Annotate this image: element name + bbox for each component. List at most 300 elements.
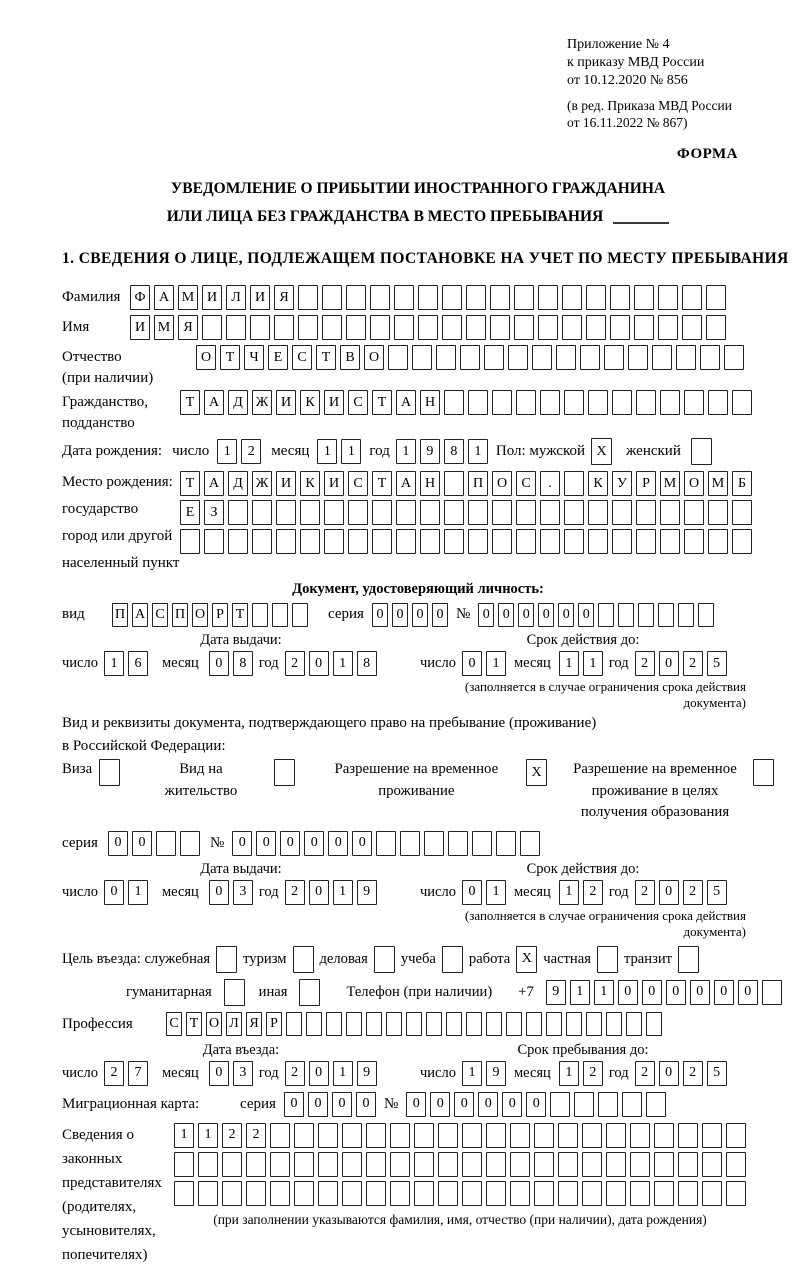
char-cell[interactable] — [386, 1012, 402, 1036]
char-cell[interactable] — [516, 500, 536, 525]
char-cell[interactable] — [598, 1092, 618, 1117]
char-cell[interactable]: 2 — [683, 651, 703, 676]
char-cell[interactable]: Н — [420, 471, 440, 496]
char-cell[interactable] — [466, 285, 486, 310]
char-cell[interactable] — [510, 1123, 530, 1148]
purpose-service-checkbox[interactable] — [216, 946, 237, 973]
char-cell[interactable] — [556, 345, 576, 370]
char-cell[interactable]: И — [250, 285, 270, 310]
char-cell[interactable]: Н — [420, 390, 440, 415]
char-cell[interactable] — [612, 500, 632, 525]
char-cell[interactable] — [294, 1181, 314, 1206]
char-cell[interactable] — [586, 315, 606, 340]
identity-kind-cells[interactable] — [112, 603, 308, 627]
char-cell[interactable] — [216, 946, 237, 973]
char-cell[interactable]: Т — [372, 471, 392, 496]
char-cell[interactable] — [508, 345, 528, 370]
char-cell[interactable] — [396, 529, 416, 554]
char-cell[interactable] — [462, 1152, 482, 1177]
char-cell[interactable] — [540, 390, 560, 415]
char-cell[interactable]: О — [206, 1012, 222, 1036]
char-cell[interactable] — [348, 500, 368, 525]
entry-day-cells[interactable] — [104, 1061, 148, 1086]
char-cell[interactable] — [684, 529, 704, 554]
char-cell[interactable]: 2 — [683, 1061, 703, 1086]
char-cell[interactable] — [586, 285, 606, 310]
char-cell[interactable] — [646, 1092, 666, 1117]
char-cell[interactable] — [342, 1123, 362, 1148]
char-cell[interactable] — [610, 315, 630, 340]
char-cell[interactable]: 0 — [659, 1061, 679, 1086]
char-cell[interactable] — [676, 345, 696, 370]
char-cell[interactable]: 0 — [659, 651, 679, 676]
char-cell[interactable] — [274, 315, 294, 340]
char-cell[interactable] — [514, 315, 534, 340]
identity-issue-day-cells[interactable] — [104, 651, 148, 676]
purpose-tourism-checkbox[interactable] — [293, 946, 314, 973]
char-cell[interactable] — [228, 529, 248, 554]
char-cell[interactable]: А — [132, 603, 148, 627]
char-cell[interactable] — [366, 1152, 386, 1177]
char-cell[interactable]: 0 — [132, 831, 152, 856]
purpose-humanitarian-checkbox[interactable] — [224, 979, 245, 1006]
char-cell[interactable] — [534, 1181, 554, 1206]
char-cell[interactable] — [626, 1012, 642, 1036]
char-cell[interactable]: И — [202, 285, 222, 310]
identity-expiry-month-cells[interactable] — [559, 651, 603, 676]
char-cell[interactable] — [646, 1012, 662, 1036]
char-cell[interactable]: 1 — [104, 651, 124, 676]
char-cell[interactable]: М — [154, 315, 174, 340]
char-cell[interactable] — [654, 1123, 674, 1148]
residence-expiry-month-cells[interactable] — [559, 880, 603, 905]
birth-place-row1-cells[interactable] — [180, 471, 752, 496]
char-cell[interactable]: 8 — [233, 651, 253, 676]
purpose-study-checkbox[interactable] — [442, 946, 463, 973]
char-cell[interactable]: 3 — [233, 1061, 253, 1086]
char-cell[interactable]: 0 — [659, 880, 679, 905]
temp-residence-edu-checkbox[interactable] — [753, 759, 774, 786]
char-cell[interactable]: О — [684, 471, 704, 496]
char-cell[interactable] — [540, 529, 560, 554]
char-cell[interactable] — [700, 345, 720, 370]
char-cell[interactable] — [726, 1152, 746, 1177]
char-cell[interactable] — [324, 500, 344, 525]
char-cell[interactable] — [468, 529, 488, 554]
char-cell[interactable] — [326, 1012, 342, 1036]
char-cell[interactable]: 0 — [526, 1092, 546, 1117]
char-cell[interactable]: Т — [186, 1012, 202, 1036]
char-cell[interactable] — [180, 529, 200, 554]
char-cell[interactable]: О — [364, 345, 384, 370]
char-cell[interactable]: И — [130, 315, 150, 340]
char-cell[interactable] — [414, 1181, 434, 1206]
char-cell[interactable] — [606, 1012, 622, 1036]
char-cell[interactable]: Т — [180, 390, 200, 415]
char-cell[interactable]: 0 — [284, 1092, 304, 1117]
char-cell[interactable]: 0 — [538, 603, 554, 627]
char-cell[interactable]: О — [196, 345, 216, 370]
char-cell[interactable] — [276, 500, 296, 525]
char-cell[interactable]: 0 — [430, 1092, 450, 1117]
char-cell[interactable]: 1 — [594, 980, 614, 1005]
char-cell[interactable]: 1 — [486, 880, 506, 905]
char-cell[interactable]: 1 — [333, 880, 353, 905]
char-cell[interactable] — [366, 1012, 382, 1036]
char-cell[interactable] — [490, 315, 510, 340]
char-cell[interactable] — [444, 529, 464, 554]
char-cell[interactable] — [582, 1152, 602, 1177]
char-cell[interactable] — [534, 1152, 554, 1177]
char-cell[interactable] — [684, 500, 704, 525]
phone-cells[interactable] — [546, 980, 782, 1005]
char-cell[interactable] — [400, 831, 420, 856]
char-cell[interactable] — [684, 390, 704, 415]
char-cell[interactable] — [702, 1181, 722, 1206]
char-cell[interactable]: К — [588, 471, 608, 496]
char-cell[interactable] — [414, 1123, 434, 1148]
char-cell[interactable]: 0 — [558, 603, 574, 627]
name-cells[interactable] — [130, 315, 726, 340]
char-cell[interactable]: А — [204, 471, 224, 496]
char-cell[interactable]: 0 — [462, 880, 482, 905]
char-cell[interactable] — [370, 315, 390, 340]
char-cell[interactable] — [486, 1152, 506, 1177]
char-cell[interactable] — [606, 1123, 626, 1148]
char-cell[interactable] — [390, 1123, 410, 1148]
char-cell[interactable] — [370, 285, 390, 310]
char-cell[interactable] — [442, 285, 462, 310]
char-cell[interactable] — [198, 1152, 218, 1177]
char-cell[interactable] — [658, 315, 678, 340]
char-cell[interactable]: Ж — [252, 390, 272, 415]
char-cell[interactable]: Д — [228, 471, 248, 496]
char-cell[interactable] — [702, 1123, 722, 1148]
char-cell[interactable] — [252, 500, 272, 525]
char-cell[interactable] — [753, 759, 774, 786]
char-cell[interactable] — [654, 1181, 674, 1206]
char-cell[interactable] — [468, 500, 488, 525]
char-cell[interactable] — [224, 979, 245, 1006]
char-cell[interactable] — [708, 500, 728, 525]
char-cell[interactable] — [516, 529, 536, 554]
char-cell[interactable] — [622, 1092, 642, 1117]
char-cell[interactable] — [376, 831, 396, 856]
gender-female-checkbox[interactable] — [691, 438, 712, 465]
char-cell[interactable] — [202, 315, 222, 340]
char-cell[interactable] — [708, 390, 728, 415]
char-cell[interactable]: С — [152, 603, 168, 627]
char-cell[interactable] — [586, 1012, 602, 1036]
char-cell[interactable] — [442, 315, 462, 340]
char-cell[interactable]: 2 — [285, 651, 305, 676]
legal-row1-cells[interactable] — [174, 1123, 746, 1148]
char-cell[interactable] — [466, 315, 486, 340]
char-cell[interactable]: 0 — [502, 1092, 522, 1117]
char-cell[interactable] — [484, 345, 504, 370]
char-cell[interactable]: С — [348, 471, 368, 496]
char-cell[interactable] — [306, 1012, 322, 1036]
char-cell[interactable]: 1 — [217, 439, 237, 464]
char-cell[interactable]: 0 — [666, 980, 686, 1005]
char-cell[interactable]: 9 — [546, 980, 566, 1005]
char-cell[interactable]: О — [492, 471, 512, 496]
char-cell[interactable]: Т — [220, 345, 240, 370]
char-cell[interactable]: 9 — [357, 880, 377, 905]
char-cell[interactable] — [732, 500, 752, 525]
char-cell[interactable] — [276, 529, 296, 554]
char-cell[interactable]: Л — [226, 1012, 242, 1036]
char-cell[interactable] — [550, 1092, 570, 1117]
identity-issue-year-cells[interactable] — [285, 651, 377, 676]
char-cell[interactable] — [448, 831, 468, 856]
char-cell[interactable]: И — [276, 471, 296, 496]
char-cell[interactable] — [486, 1181, 506, 1206]
char-cell[interactable] — [562, 315, 582, 340]
char-cell[interactable] — [468, 390, 488, 415]
char-cell[interactable]: И — [324, 471, 344, 496]
entry-month-cells[interactable] — [209, 1061, 253, 1086]
char-cell[interactable]: 0 — [304, 831, 324, 856]
char-cell[interactable] — [678, 603, 694, 627]
char-cell[interactable] — [496, 831, 516, 856]
purpose-business-checkbox[interactable] — [374, 946, 395, 973]
char-cell[interactable] — [597, 946, 618, 973]
char-cell[interactable]: 0 — [309, 651, 329, 676]
char-cell[interactable]: Р — [636, 471, 656, 496]
char-cell[interactable]: 2 — [285, 1061, 305, 1086]
char-cell[interactable]: 2 — [222, 1123, 242, 1148]
char-cell[interactable] — [390, 1181, 410, 1206]
char-cell[interactable] — [638, 603, 654, 627]
char-cell[interactable]: Т — [180, 471, 200, 496]
char-cell[interactable]: Ж — [252, 471, 272, 496]
char-cell[interactable] — [612, 390, 632, 415]
char-cell[interactable] — [588, 390, 608, 415]
char-cell[interactable] — [678, 1181, 698, 1206]
birth-day-cells[interactable] — [217, 439, 261, 464]
char-cell[interactable] — [300, 529, 320, 554]
legal-row3-cells[interactable] — [174, 1181, 746, 1206]
char-cell[interactable] — [318, 1152, 338, 1177]
char-cell[interactable]: 0 — [309, 1061, 329, 1086]
char-cell[interactable] — [156, 831, 176, 856]
char-cell[interactable]: А — [396, 471, 416, 496]
char-cell[interactable] — [346, 1012, 362, 1036]
birth-year-cells[interactable] — [396, 439, 488, 464]
char-cell[interactable]: У — [612, 471, 632, 496]
char-cell[interactable]: 0 — [309, 880, 329, 905]
char-cell[interactable]: 0 — [209, 1061, 229, 1086]
identity-expiry-day-cells[interactable] — [462, 651, 506, 676]
identity-issue-month-cells[interactable] — [209, 651, 253, 676]
char-cell[interactable]: 2 — [635, 1061, 655, 1086]
char-cell[interactable] — [538, 285, 558, 310]
char-cell[interactable]: Т — [316, 345, 336, 370]
char-cell[interactable]: 0 — [406, 1092, 426, 1117]
char-cell[interactable]: 8 — [357, 651, 377, 676]
char-cell[interactable] — [250, 315, 270, 340]
char-cell[interactable] — [540, 500, 560, 525]
char-cell[interactable]: 9 — [420, 439, 440, 464]
char-cell[interactable]: X — [526, 759, 547, 786]
char-cell[interactable] — [286, 1012, 302, 1036]
char-cell[interactable] — [299, 979, 320, 1006]
char-cell[interactable]: 5 — [707, 880, 727, 905]
char-cell[interactable]: Я — [178, 315, 198, 340]
char-cell[interactable] — [682, 285, 702, 310]
char-cell[interactable]: X — [591, 438, 612, 465]
char-cell[interactable] — [294, 1123, 314, 1148]
char-cell[interactable]: 1 — [462, 1061, 482, 1086]
char-cell[interactable] — [564, 390, 584, 415]
char-cell[interactable] — [562, 285, 582, 310]
char-cell[interactable]: 0 — [308, 1092, 328, 1117]
char-cell[interactable] — [292, 603, 308, 627]
char-cell[interactable] — [516, 390, 536, 415]
char-cell[interactable] — [520, 831, 540, 856]
char-cell[interactable] — [270, 1181, 290, 1206]
char-cell[interactable] — [462, 1123, 482, 1148]
char-cell[interactable]: 2 — [285, 880, 305, 905]
char-cell[interactable]: И — [276, 390, 296, 415]
char-cell[interactable] — [388, 345, 408, 370]
char-cell[interactable] — [588, 529, 608, 554]
char-cell[interactable]: 0 — [642, 980, 662, 1005]
char-cell[interactable] — [564, 471, 584, 496]
char-cell[interactable] — [630, 1152, 650, 1177]
char-cell[interactable] — [366, 1123, 386, 1148]
char-cell[interactable] — [682, 315, 702, 340]
char-cell[interactable]: Т — [372, 390, 392, 415]
char-cell[interactable] — [652, 345, 672, 370]
char-cell[interactable]: 0 — [104, 880, 124, 905]
char-cell[interactable]: В — [340, 345, 360, 370]
char-cell[interactable] — [610, 285, 630, 310]
char-cell[interactable]: . — [540, 471, 560, 496]
char-cell[interactable] — [366, 1181, 386, 1206]
char-cell[interactable]: 0 — [518, 603, 534, 627]
char-cell[interactable] — [526, 1012, 542, 1036]
identity-series-cells[interactable] — [372, 603, 448, 627]
char-cell[interactable] — [444, 390, 464, 415]
char-cell[interactable] — [598, 603, 614, 627]
char-cell[interactable] — [724, 345, 744, 370]
char-cell[interactable]: Я — [246, 1012, 262, 1036]
char-cell[interactable] — [293, 946, 314, 973]
char-cell[interactable] — [558, 1181, 578, 1206]
char-cell[interactable] — [492, 529, 512, 554]
char-cell[interactable]: 2 — [246, 1123, 266, 1148]
char-cell[interactable] — [582, 1181, 602, 1206]
char-cell[interactable]: С — [292, 345, 312, 370]
char-cell[interactable]: 0 — [454, 1092, 474, 1117]
char-cell[interactable] — [222, 1181, 242, 1206]
char-cell[interactable] — [698, 603, 714, 627]
legal-row2-cells[interactable] — [174, 1152, 746, 1177]
char-cell[interactable] — [246, 1181, 266, 1206]
char-cell[interactable] — [444, 471, 464, 496]
birth-place-row3-cells[interactable] — [180, 529, 752, 554]
char-cell[interactable]: А — [204, 390, 224, 415]
stay-day-cells[interactable] — [462, 1061, 506, 1086]
gender-male-checkbox[interactable] — [591, 438, 612, 465]
char-cell[interactable]: 6 — [128, 651, 148, 676]
char-cell[interactable] — [420, 500, 440, 525]
char-cell[interactable]: Л — [226, 285, 246, 310]
char-cell[interactable]: 1 — [341, 439, 361, 464]
char-cell[interactable]: 0 — [432, 603, 448, 627]
char-cell[interactable] — [634, 315, 654, 340]
char-cell[interactable]: 0 — [412, 603, 428, 627]
char-cell[interactable]: 2 — [583, 880, 603, 905]
char-cell[interactable] — [204, 529, 224, 554]
char-cell[interactable] — [660, 529, 680, 554]
char-cell[interactable]: Р — [212, 603, 228, 627]
char-cell[interactable] — [702, 1152, 722, 1177]
char-cell[interactable]: 2 — [635, 651, 655, 676]
residence-issue-year-cells[interactable] — [285, 880, 377, 905]
char-cell[interactable] — [442, 946, 463, 973]
char-cell[interactable]: 0 — [478, 603, 494, 627]
char-cell[interactable] — [564, 500, 584, 525]
char-cell[interactable]: 2 — [635, 880, 655, 905]
char-cell[interactable] — [490, 285, 510, 310]
profession-cells[interactable] — [166, 1012, 662, 1036]
char-cell[interactable] — [318, 1123, 338, 1148]
char-cell[interactable] — [198, 1181, 218, 1206]
char-cell[interactable]: 1 — [396, 439, 416, 464]
char-cell[interactable]: 0 — [332, 1092, 352, 1117]
char-cell[interactable] — [634, 285, 654, 310]
char-cell[interactable]: 0 — [108, 831, 128, 856]
char-cell[interactable] — [298, 285, 318, 310]
char-cell[interactable] — [346, 315, 366, 340]
char-cell[interactable] — [658, 603, 674, 627]
char-cell[interactable] — [538, 315, 558, 340]
char-cell[interactable]: 0 — [392, 603, 408, 627]
char-cell[interactable]: 0 — [578, 603, 594, 627]
char-cell[interactable]: 5 — [707, 651, 727, 676]
char-cell[interactable] — [180, 831, 200, 856]
char-cell[interactable]: 1 — [559, 651, 579, 676]
residence-expiry-year-cells[interactable] — [635, 880, 727, 905]
char-cell[interactable]: 0 — [209, 880, 229, 905]
char-cell[interactable]: 1 — [198, 1123, 218, 1148]
char-cell[interactable] — [762, 980, 782, 1005]
char-cell[interactable] — [438, 1181, 458, 1206]
char-cell[interactable] — [348, 529, 368, 554]
stay-month-cells[interactable] — [559, 1061, 603, 1086]
char-cell[interactable]: 1 — [468, 439, 488, 464]
char-cell[interactable] — [426, 1012, 442, 1036]
residence-issue-month-cells[interactable] — [209, 880, 253, 905]
char-cell[interactable]: 2 — [104, 1061, 124, 1086]
char-cell[interactable] — [618, 603, 634, 627]
char-cell[interactable] — [324, 529, 344, 554]
char-cell[interactable] — [372, 529, 392, 554]
char-cell[interactable] — [706, 315, 726, 340]
char-cell[interactable]: 1 — [174, 1123, 194, 1148]
char-cell[interactable] — [492, 390, 512, 415]
char-cell[interactable] — [514, 285, 534, 310]
char-cell[interactable]: М — [660, 471, 680, 496]
char-cell[interactable] — [678, 946, 699, 973]
char-cell[interactable] — [532, 345, 552, 370]
char-cell[interactable]: 0 — [372, 603, 388, 627]
char-cell[interactable]: Е — [268, 345, 288, 370]
char-cell[interactable] — [604, 345, 624, 370]
